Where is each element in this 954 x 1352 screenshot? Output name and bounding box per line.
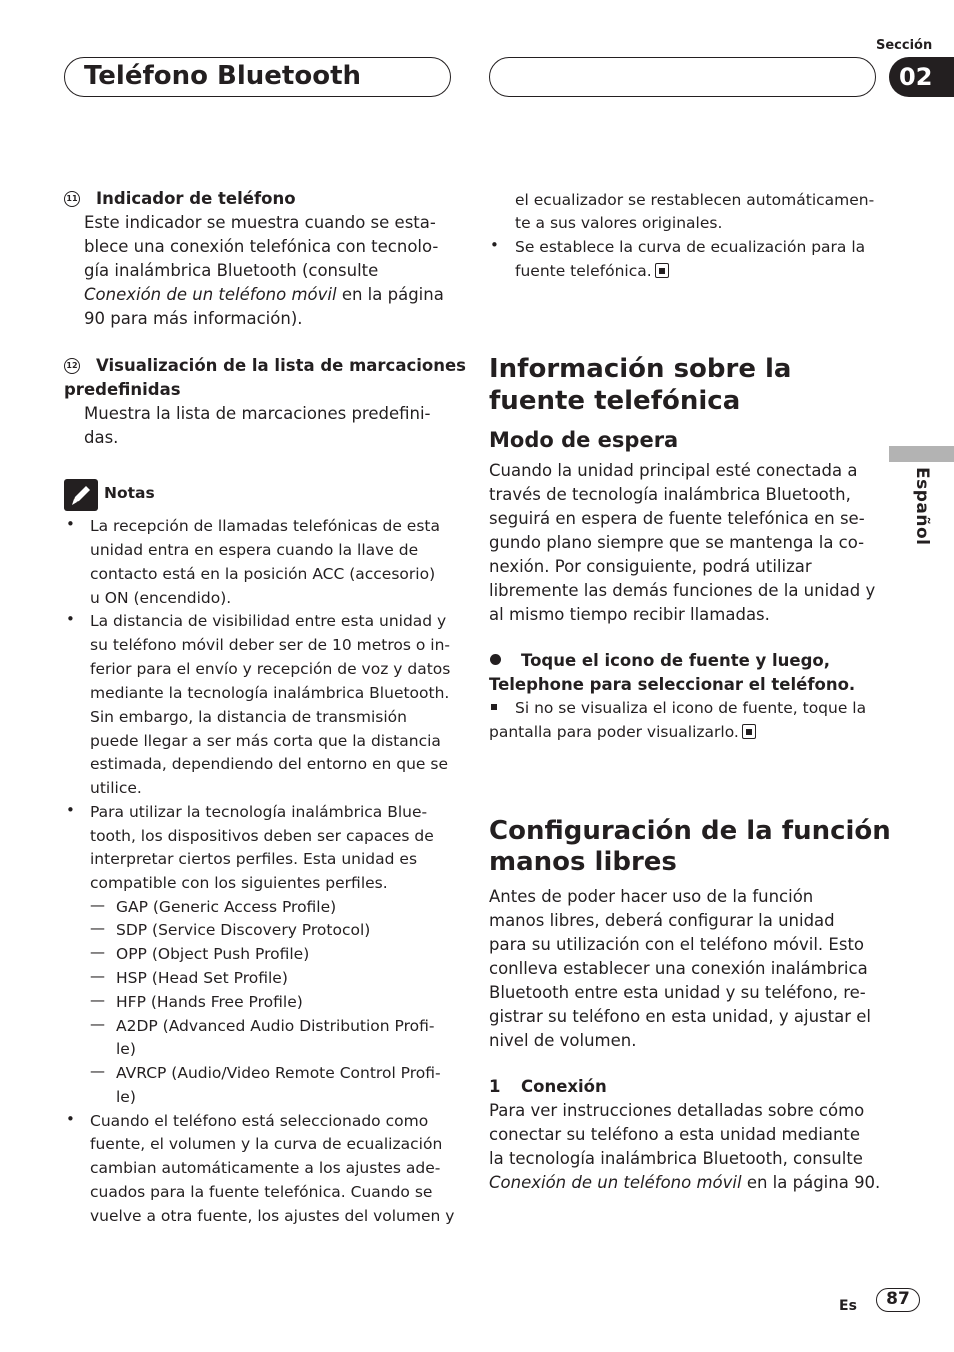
body-line: Cuando la unidad principal esté conectada a xyxy=(489,461,858,480)
step-line: conectar su teléfono a esta unidad mediante xyxy=(489,1125,861,1144)
body-line: Antes de poder hacer uso de la función xyxy=(489,887,814,906)
bullet-dot: • xyxy=(66,1110,75,1128)
profile-item-cont: le) xyxy=(116,1040,136,1058)
item-11-line: 90 para más información). xyxy=(84,309,303,328)
language-tab-bar xyxy=(889,446,954,462)
note-line: puede llegar a ser más corta que la distancia xyxy=(90,732,441,750)
body-line: gundo plano siempre que se mantenga la co- xyxy=(489,533,865,552)
note-line: vuelve a otra fuente, los ajustes del volumen y xyxy=(90,1207,455,1225)
bullet-dot: • xyxy=(66,515,75,533)
profile-item: HFP (Hands Free Profile) xyxy=(116,993,303,1011)
note-line: el ecualizador se restablecen automáticamen- xyxy=(515,191,875,209)
notes-title: Notas xyxy=(104,484,155,502)
profile-item: GAP (Generic Access Profile) xyxy=(116,898,337,916)
note-line: La recepción de llamadas telefónicas de esta xyxy=(90,517,440,535)
profile-item: HSP (Head Set Profile) xyxy=(116,969,288,987)
note-line: Para utilizar la tecnología inalámbrica Blue- xyxy=(90,803,428,821)
body-line: manos libres, deberá configurar la unidad xyxy=(489,911,835,930)
item-12-line: das. xyxy=(84,428,119,447)
body-line: nexión. Por consiguiente, podrá utilizar xyxy=(489,557,812,576)
item-12-heading: Visualización de la lista de marcaciones xyxy=(96,356,466,375)
body-line: seguirá en espera de fuente telefónica en se- xyxy=(489,509,865,528)
page-number: 87 xyxy=(876,1288,920,1312)
note-line: interpretar ciertos perfiles. Esta unidad es xyxy=(90,850,418,868)
note-line: Cuando el teléfono está seleccionado como xyxy=(90,1112,429,1130)
note-line: estimada, dependiendo del entorno en que se xyxy=(90,755,448,773)
section-heading: Información sobre la xyxy=(489,354,792,384)
step-line xyxy=(489,1171,880,1195)
dash-marker: — xyxy=(90,1062,105,1080)
instruction-note: Si no se visualiza el icono de fuente, toque la xyxy=(515,699,867,717)
dash-marker: — xyxy=(90,1015,105,1033)
end-mark-icon xyxy=(742,724,756,739)
dash-marker: — xyxy=(90,919,105,937)
step-line: Para ver instrucciones detalladas sobre cómo xyxy=(489,1101,865,1120)
body-line: Bluetooth entre esta unidad y su teléfono, re- xyxy=(489,983,866,1002)
item-11-line: gía inalámbrica Bluetooth (consulte xyxy=(84,261,379,280)
body-line: para su utilización con el teléfono móvil. Esto xyxy=(489,935,865,954)
dash-marker: — xyxy=(90,896,105,914)
note-line: fuente, el volumen y la curva de ecualización xyxy=(90,1135,443,1153)
square-bullet-icon xyxy=(491,704,497,710)
note-line: utilice. xyxy=(90,779,142,797)
item-11-line: Este indicador se muestra cuando se esta- xyxy=(84,213,436,232)
dash-marker: — xyxy=(90,967,105,985)
step-line-tail: en la página 90. xyxy=(746,1173,881,1192)
profile-item-cont: le) xyxy=(116,1088,136,1106)
pencil-icon xyxy=(64,479,98,511)
profile-item: OPP (Object Push Profile) xyxy=(116,945,310,963)
header-blank-frame xyxy=(489,57,876,97)
section-heading: Configuración de la función xyxy=(489,816,891,846)
dash-marker: — xyxy=(90,943,105,961)
body-line: gistrar su teléfono en esta unidad, y ajustar el xyxy=(489,1007,871,1026)
note-line: u ON (encendido). xyxy=(90,589,232,607)
item-11-line: blece una conexión telefónica con tecnolo- xyxy=(84,237,439,256)
body-line: conlleva establecer una conexión inalámbrica xyxy=(489,959,868,978)
profile-item: SDP (Service Discovery Protocol) xyxy=(116,921,371,939)
item-12-line: Muestra la lista de marcaciones predefini- xyxy=(84,404,431,423)
language-tab-label: Español xyxy=(912,467,932,546)
section-number-badge: 02 xyxy=(889,57,954,97)
instruction-note xyxy=(489,721,756,745)
note-line: su teléfono móvil deber ser de 10 metros o in- xyxy=(90,636,451,654)
item-11-number: 11 xyxy=(64,191,80,207)
profile-item: A2DP (Advanced Audio Distribution Profi- xyxy=(116,1017,435,1035)
section-heading-cont: manos libres xyxy=(489,847,677,877)
item-11-heading: Indicador de teléfono xyxy=(96,189,296,208)
note-line: Se establece la curva de ecualización para la xyxy=(515,238,866,256)
page-title: Teléfono Bluetooth xyxy=(84,61,362,91)
note-line: cambian automáticamente a los ajustes ade- xyxy=(90,1159,441,1177)
note-line: ferior para el envío y recepción de voz y datos xyxy=(90,660,451,678)
note-line: mediante la tecnología inalámbrica Bluetooth. xyxy=(90,684,450,702)
bullet-dot: • xyxy=(66,801,75,819)
subsection-heading: Modo de espera xyxy=(489,428,679,452)
body-line: través de tecnología inalámbrica Bluetooth, xyxy=(489,485,851,504)
instruction-line: Telephone para seleccionar el teléfono. xyxy=(489,675,856,694)
body-line: al mismo tiempo recibir llamadas. xyxy=(489,605,770,624)
instruction-line: Toque el icono de fuente y luego, xyxy=(521,651,831,670)
bullet-dot: • xyxy=(490,236,499,254)
note-line: cuados para la fuente telefónica. Cuando se xyxy=(90,1183,433,1201)
body-line: nivel de volumen. xyxy=(489,1031,637,1050)
note-line-text: fuente telefónica. xyxy=(515,262,652,280)
profile-item: AVRCP (Audio/Video Remote Control Profi- xyxy=(116,1064,441,1082)
end-mark-icon xyxy=(655,263,669,278)
note-line: contacto está en la posición ACC (accesorio) xyxy=(90,565,436,583)
item-11-reference: Conexión de un teléfono móvil xyxy=(84,285,337,304)
section-label: Sección xyxy=(876,38,933,53)
bullet-dot: • xyxy=(66,610,75,628)
note-line: te a sus valores originales. xyxy=(515,214,723,232)
instruction-note-text: pantalla para poder visualizarlo. xyxy=(489,723,739,741)
step-number: 1 xyxy=(489,1077,501,1096)
note-line xyxy=(515,260,669,284)
step-title: Conexión xyxy=(521,1077,607,1096)
footer-language: Es xyxy=(839,1298,857,1314)
item-12-heading-cont: predefinidas xyxy=(64,380,181,399)
item-11-line xyxy=(84,283,444,307)
step-line: la tecnología inalámbrica Bluetooth, consulte xyxy=(489,1149,863,1168)
dash-marker: — xyxy=(90,991,105,1009)
item-12-number: 12 xyxy=(64,358,80,374)
note-line: La distancia de visibilidad entre esta unidad y xyxy=(90,612,447,630)
section-heading-cont: fuente telefónica xyxy=(489,386,741,416)
step-bullet-icon xyxy=(490,654,501,665)
note-line: tooth, los dispositivos deben ser capaces de xyxy=(90,827,434,845)
item-11-line-tail: en la página xyxy=(341,285,444,304)
note-line: unidad entra en espera cuando la llave de xyxy=(90,541,419,559)
note-line: Sin embargo, la distancia de transmisión xyxy=(90,708,407,726)
notes-pencil-icon xyxy=(64,479,98,511)
body-line: libremente las demás funciones de la unidad y xyxy=(489,581,876,600)
step-reference: Conexión de un teléfono móvil xyxy=(489,1173,742,1192)
note-line: compatible con los siguientes perfiles. xyxy=(90,874,388,892)
